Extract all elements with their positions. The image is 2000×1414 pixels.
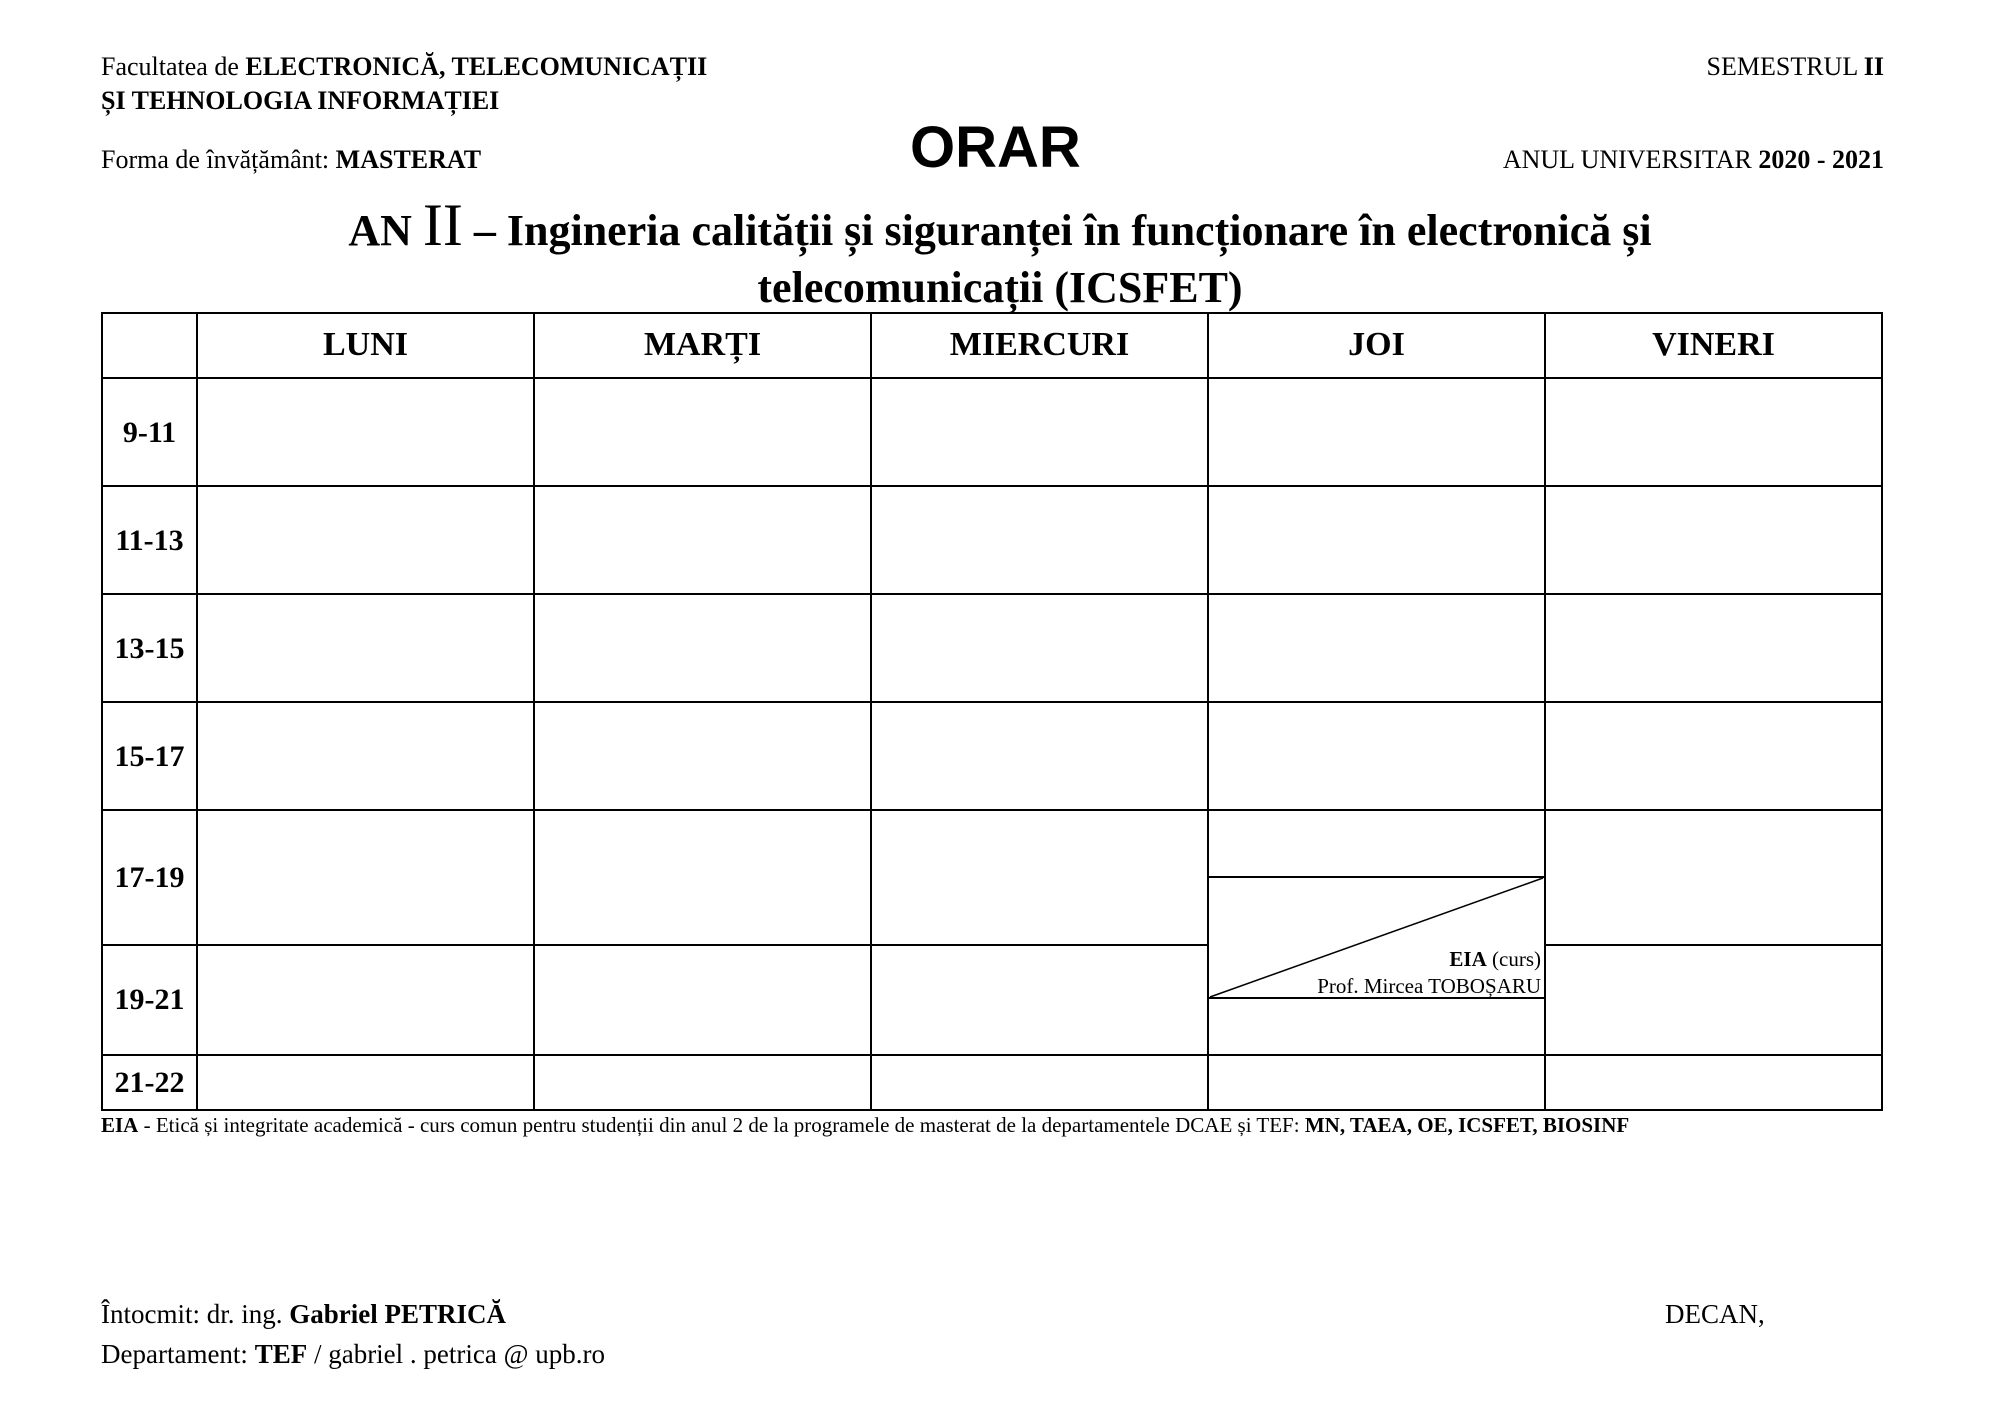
prepared-by-name: Gabriel PETRICĂ xyxy=(289,1299,507,1329)
study-form-value: MASTERAT xyxy=(335,145,482,174)
time-slot: 15-17 xyxy=(114,740,185,773)
department-value: TEF xyxy=(254,1339,308,1369)
department-email: / gabriel . petrica @ upb.ro xyxy=(307,1339,605,1369)
study-form-label: Forma de învățământ: xyxy=(101,145,336,174)
time-slot: 11-13 xyxy=(115,524,184,557)
day-header-vineri: VINERI xyxy=(1652,326,1775,363)
time-slot: 9-11 xyxy=(122,416,177,449)
day-header-luni: LUNI xyxy=(322,326,409,363)
time-slot: 21-22 xyxy=(114,1066,185,1099)
footnote-programs: MN, TAEA, OE, ICSFET, BIOSINF xyxy=(1304,1113,1630,1137)
time-slot: 19-21 xyxy=(114,983,185,1016)
prepared-by-label: Întocmit: dr. ing. xyxy=(101,1299,290,1329)
footnote-text: - Etică și integritate academică - curs comun pentru studenții din anul 2 de la programele de masterat de la departamentele DCAE și TEF: xyxy=(138,1113,1305,1137)
prepared-by xyxy=(101,1296,506,1332)
semester-value: II xyxy=(1863,52,1884,81)
course-abbr: EIA xyxy=(1449,947,1487,971)
faculty-name-1: ELECTRONICĂ, TELECOMUNICAȚII xyxy=(245,52,708,81)
course-entry xyxy=(1210,946,1541,1000)
year-label: AN xyxy=(348,206,423,255)
academic-year-label: ANUL UNIVERSITAR xyxy=(1502,145,1759,174)
year-value: II xyxy=(422,192,463,258)
footnote-abbr: EIA xyxy=(101,1113,139,1137)
course-type: (curs) xyxy=(1486,947,1541,971)
page-title: ORAR xyxy=(910,115,1081,180)
day-header-marti: MARȚI xyxy=(643,326,762,363)
academic-year-value: 2020 - 2021 xyxy=(1758,145,1884,174)
day-header-miercuri: MIERCURI xyxy=(949,326,1130,363)
department xyxy=(101,1336,605,1372)
dean-signature-label: DECAN, xyxy=(1665,1299,1765,1329)
faculty-prefix: Facultatea de xyxy=(101,52,246,81)
course-title xyxy=(1210,946,1541,973)
program-title-line-2: telecomunicații (ICSFET) xyxy=(757,263,1243,312)
program-name-1: – Ingineria calității și siguranței în funcționare în electronică și xyxy=(462,206,1652,255)
table-border xyxy=(102,313,1882,1110)
day-header-joi: JOI xyxy=(1348,326,1405,363)
footnote xyxy=(101,1112,1629,1138)
time-slot: 17-19 xyxy=(114,861,185,894)
department-label: Departament: xyxy=(101,1339,255,1369)
time-slot: 13-15 xyxy=(114,632,185,665)
semester-label: SEMESTRUL xyxy=(1706,52,1864,81)
faculty-name-2: ȘI TEHNOLOGIA INFORMAȚIEI xyxy=(101,86,500,115)
course-teacher: Prof. Mircea TOBOȘARU xyxy=(1317,974,1541,998)
